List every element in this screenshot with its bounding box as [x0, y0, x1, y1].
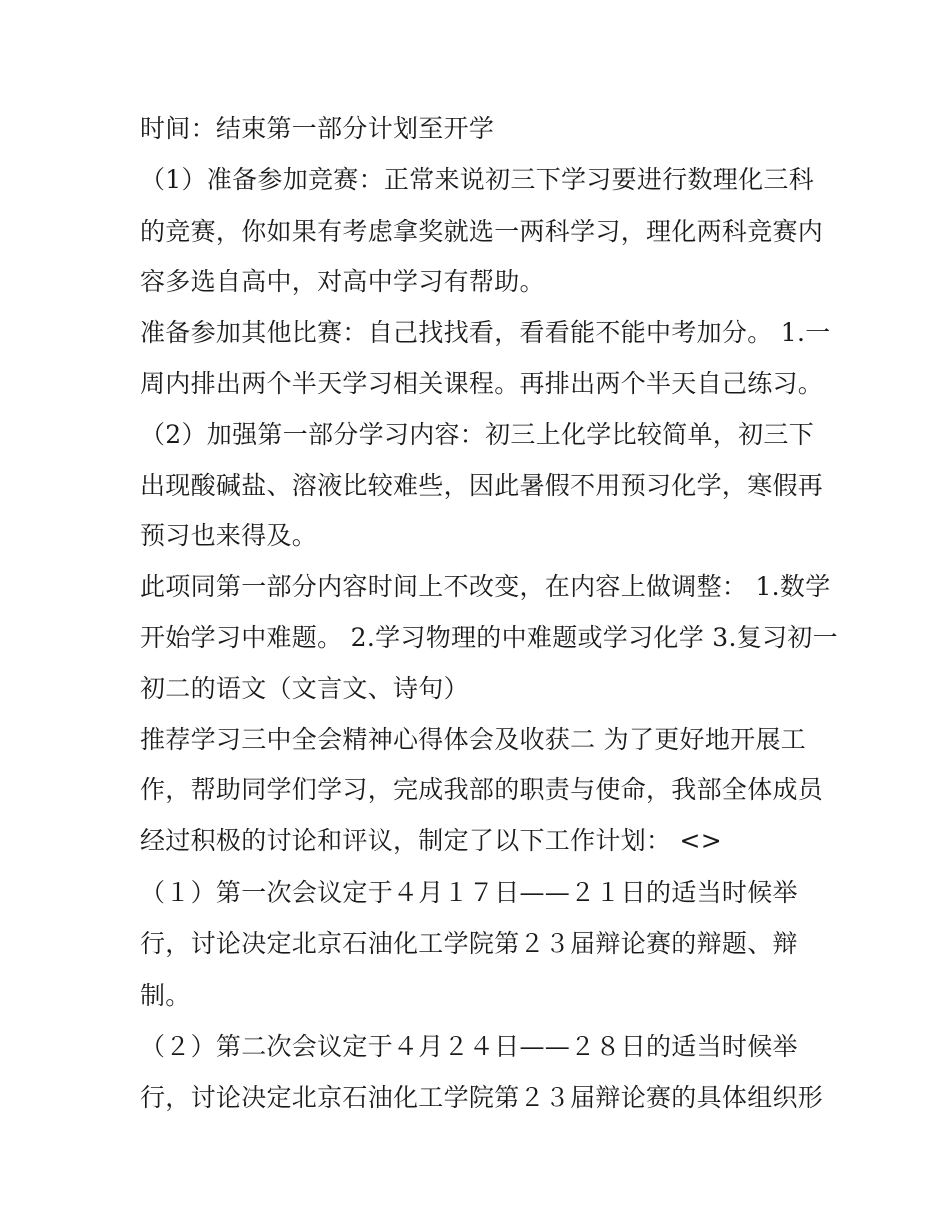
text-line: 此项同第一部分内容时间上不改变，在内容上做调整： 1.数学 — [140, 572, 831, 601]
text-line: 制。 — [140, 981, 191, 1010]
text-line: 行，讨论决定北京石油化工学院第２３届辩论赛的辩题、辩 — [140, 929, 798, 958]
text-line: （2）加强第一部分学习内容：初三上化学比较简单，初三下 — [140, 420, 815, 449]
text-line: 作，帮助同学们学习，完成我部的职责与使命，我部全体成员 — [140, 775, 824, 804]
text-line: 容多选自高中，对高中学习有帮助。 — [140, 267, 545, 296]
text-line: 时间：结束第一部分计划至开学 — [140, 114, 495, 143]
text-line: 预习也来得及。 — [140, 521, 318, 550]
text-line: 开始学习中难题。 2.学习物理的中难题或学习化学 3.复习初一 — [140, 623, 838, 652]
text-line: 推荐学习三中全会精神心得体会及收获二 为了更好地开展工 — [140, 725, 807, 754]
text-line: 出现酸碱盐、溶液比较难些，因此暑假不用预习化学，寒假再 — [140, 471, 824, 500]
text-line: （２）第二次会议定于４月２４日——２８日的适当时候举 — [140, 1032, 798, 1061]
text-line: 经过积极的讨论和评议，制定了以下工作计划： <> — [140, 826, 723, 855]
text-line: 准备参加其他比赛：自己找找看，看看能不能中考加分。 1.一 — [140, 318, 831, 347]
text-line: 行，讨论决定北京石油化工学院第２３届辩论赛的具体组织形 — [140, 1083, 824, 1112]
text-line: 周内排出两个半天学习相关课程。再排出两个半天自己练习。 — [140, 369, 824, 398]
text-line: （１）第一次会议定于４月１７日——２１日的适当时候举 — [140, 878, 798, 907]
text-line: 初二的语文（文言文、诗句） — [140, 674, 469, 703]
text-line: （1）准备参加竞赛：正常来说初三下学习要进行数理化三科 — [140, 165, 815, 194]
text-line: 的竞赛，你如果有考虑拿奖就选一两科学习，理化两科竞赛内 — [140, 217, 824, 246]
